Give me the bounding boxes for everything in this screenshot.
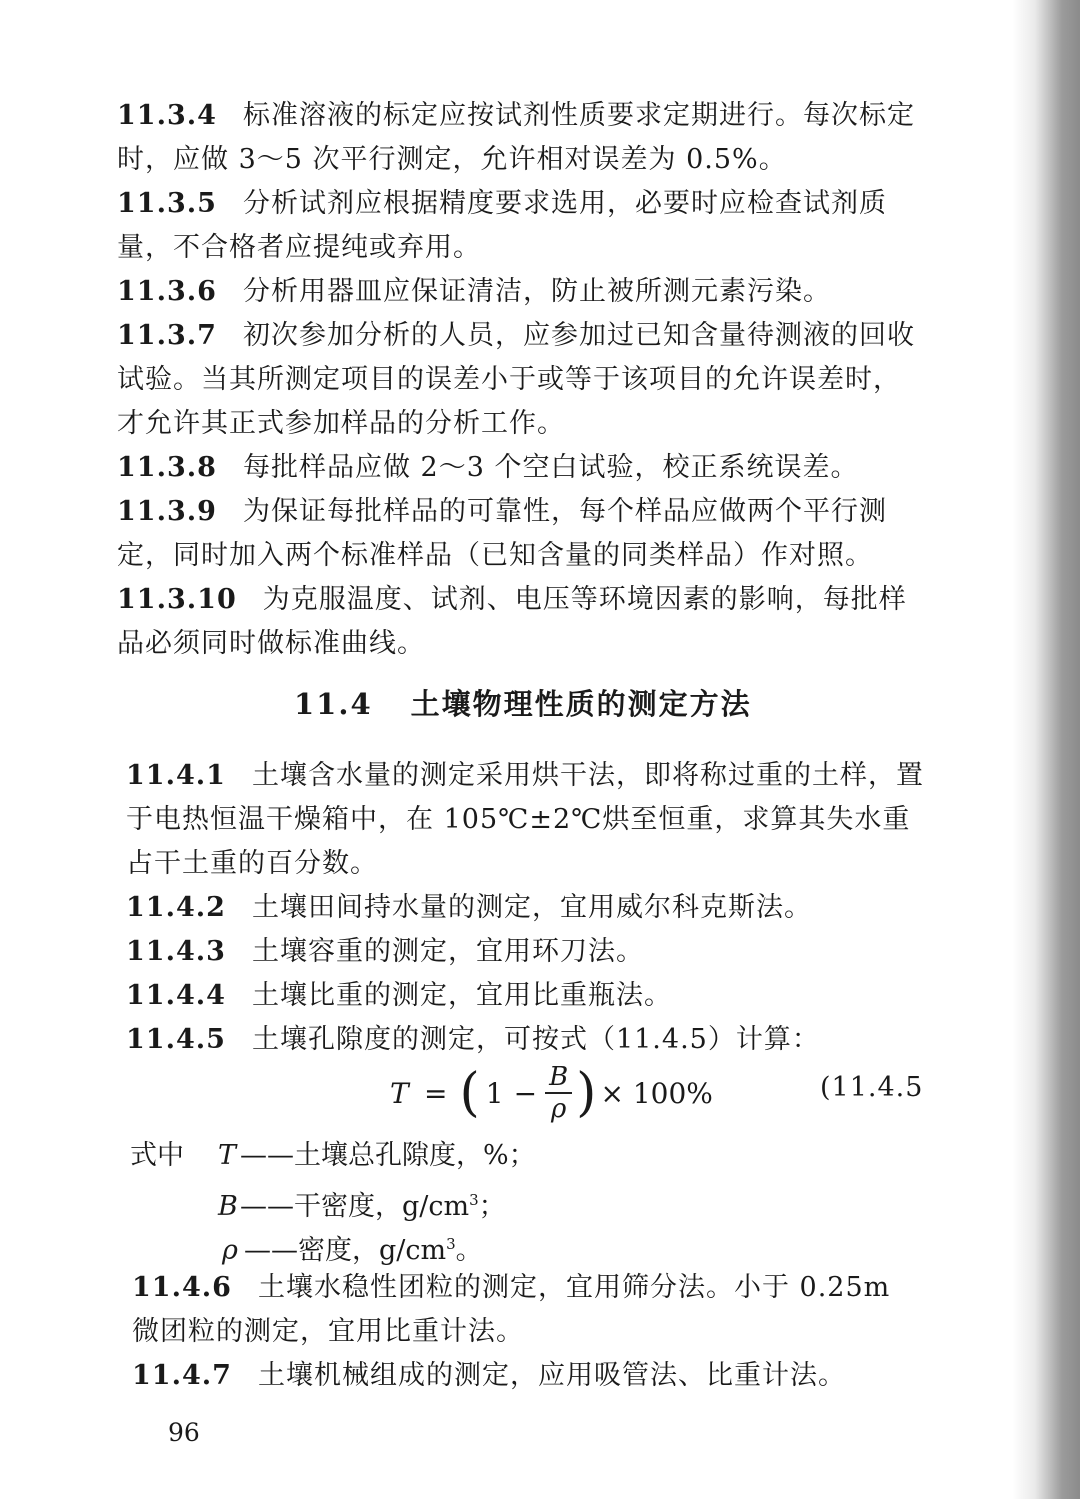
section-11-4-block-b — [132, 1266, 927, 1398]
clause-text: 标准溶液的标定应按试剂性质要求定期进行。每次标定 — [242, 100, 915, 131]
clause-number: 11.4.1 — [126, 760, 226, 791]
clause-number: 11.3.7 — [117, 320, 217, 351]
clause-text: 初次参加分析的人员，应参加过已知含量待测液的回收 — [242, 320, 915, 351]
clause-text: 每批样品应做 2～3 个空白试验，校正系统误差。 — [242, 452, 859, 483]
heading-title: 土壤物理性质的测定方法 — [410, 687, 752, 721]
clause-continuation: 微团粒的测定，宜用比重计法。 — [132, 1316, 524, 1347]
clause-text: 土壤比重的测定，宜用比重瓶法。 — [251, 980, 672, 1011]
section-11-3-block — [117, 94, 927, 666]
clause-number: 11.4.6 — [132, 1272, 232, 1303]
where-dash: —— — [240, 1140, 294, 1171]
clause-number: 11.4.5 — [126, 1024, 226, 1055]
clause-continuation: 占干土重的百分数。 — [126, 848, 378, 879]
clause-number: 11.4.7 — [132, 1360, 232, 1391]
clause-text: 土壤机械组成的测定，应用吸管法、比重计法。 — [257, 1360, 846, 1391]
clause-11-4-4 — [126, 974, 936, 1018]
formula-left-paren: ( — [459, 1063, 480, 1123]
clause-11-3-9 — [117, 490, 927, 534]
clause-11-4-1 — [126, 754, 936, 798]
clause-11-4-5 — [126, 1018, 936, 1062]
clause-text: 分析试剂应根据精度要求选用，必要时应检查试剂质 — [242, 188, 887, 219]
equation-number: (11.4.5 — [820, 1072, 924, 1103]
where-unit-exponent: 3 — [446, 1235, 456, 1253]
formula-times: × 100% — [600, 1076, 713, 1110]
clause-number: 11.3.5 — [117, 188, 217, 219]
clause-11-4-2 — [126, 886, 936, 930]
clause-continuation: 定，同时加入两个标准样品（已知含量的同类样品）作对照。 — [117, 540, 873, 571]
where-unit-exponent: 3 — [469, 1191, 479, 1209]
clause-continuation: 试验。当其所测定项目的误差小于或等于该项目的允许误差时， — [117, 364, 901, 395]
where-unit: g/cm — [402, 1191, 470, 1222]
where-line-1 — [130, 1134, 536, 1178]
clause-continuation: 于电热恒温干燥箱中，在 105℃±2℃烘至恒重，求算其失水重 — [126, 804, 911, 835]
formula-one: 1 — [485, 1076, 504, 1110]
porosity-formula — [390, 1058, 713, 1128]
where-dash: —— — [240, 1191, 294, 1222]
clause-number: 11.4.4 — [126, 980, 226, 1011]
formula-lhs: T — [390, 1076, 409, 1110]
where-end: 。 — [455, 1235, 483, 1266]
where-end: ； — [478, 1191, 506, 1222]
clause-11-4-7 — [132, 1354, 927, 1398]
clause-11-3-8 — [117, 446, 927, 490]
clause-text: 土壤孔隙度的测定，可按式（11.4.5）计算： — [251, 1024, 820, 1055]
formula-fraction — [545, 1062, 572, 1124]
clause-number: 11.3.9 — [117, 496, 217, 527]
where-unit: g/cm — [379, 1235, 447, 1266]
where-desc: 干密度， — [294, 1191, 402, 1222]
clause-11-4-3 — [126, 930, 936, 974]
formula-minus: − — [513, 1076, 538, 1110]
fraction-numerator: B — [545, 1062, 572, 1094]
clause-11-3-5 — [117, 182, 927, 226]
clause-number: 11.3.10 — [117, 584, 237, 615]
section-heading — [294, 682, 752, 723]
clause-text: 为保证每批样品的可靠性，每个样品应做两个平行测 — [242, 496, 887, 527]
clause-text: 土壤水稳性团粒的测定，宜用筛分法。小于 0.25m — [257, 1272, 891, 1303]
where-symbol: B — [218, 1191, 238, 1222]
clause-11-3-4 — [117, 94, 927, 138]
formula-equals: = — [424, 1076, 448, 1110]
clause-text: 土壤田间持水量的测定，宜用威尔科克斯法。 — [251, 892, 812, 923]
section-11-4-block — [126, 754, 936, 1062]
heading-number: 11.4 — [294, 687, 373, 721]
clause-continuation: 量，不合格者应提纯或弃用。 — [117, 232, 481, 263]
clause-11-4-6 — [132, 1266, 927, 1310]
clause-number: 11.3.6 — [117, 276, 217, 307]
clause-11-3-10 — [117, 578, 927, 622]
where-desc: 土壤总孔隙度，%； — [294, 1140, 536, 1171]
fraction-denominator: ρ — [550, 1094, 567, 1124]
clause-number: 11.3.4 — [117, 100, 217, 131]
clause-continuation: 时，应做 3～5 次平行测定，允许相对误差为 0.5%。 — [117, 144, 787, 175]
clause-continuation: 才允许其正式参加样品的分析工作。 — [117, 408, 565, 439]
clause-number: 11.3.8 — [117, 452, 217, 483]
clause-text: 土壤含水量的测定采用烘干法，即将称过重的土样，置 — [251, 760, 924, 791]
where-desc: 密度， — [298, 1235, 379, 1266]
clause-text: 分析用器皿应保证清洁，防止被所测元素污染。 — [242, 276, 831, 307]
clause-text: 为克服温度、试剂、电压等环境因素的影响，每批样 — [262, 584, 907, 615]
clause-11-3-6 — [117, 270, 927, 314]
page-number: 96 — [168, 1418, 200, 1447]
scanned-page-edge-shadow — [930, 0, 1080, 1499]
clause-continuation: 品必须同时做标准曲线。 — [117, 628, 425, 659]
clause-text: 土壤容重的测定，宜用环刀法。 — [251, 936, 644, 967]
clause-11-3-7 — [117, 314, 927, 358]
where-dash: —— — [244, 1235, 298, 1266]
where-label: 式中 — [130, 1140, 184, 1171]
clause-number: 11.4.2 — [126, 892, 226, 923]
clause-number: 11.4.3 — [126, 936, 226, 967]
formula-right-paren: ) — [576, 1063, 597, 1123]
where-symbol: T — [218, 1140, 237, 1171]
where-symbol: ρ — [222, 1235, 238, 1266]
